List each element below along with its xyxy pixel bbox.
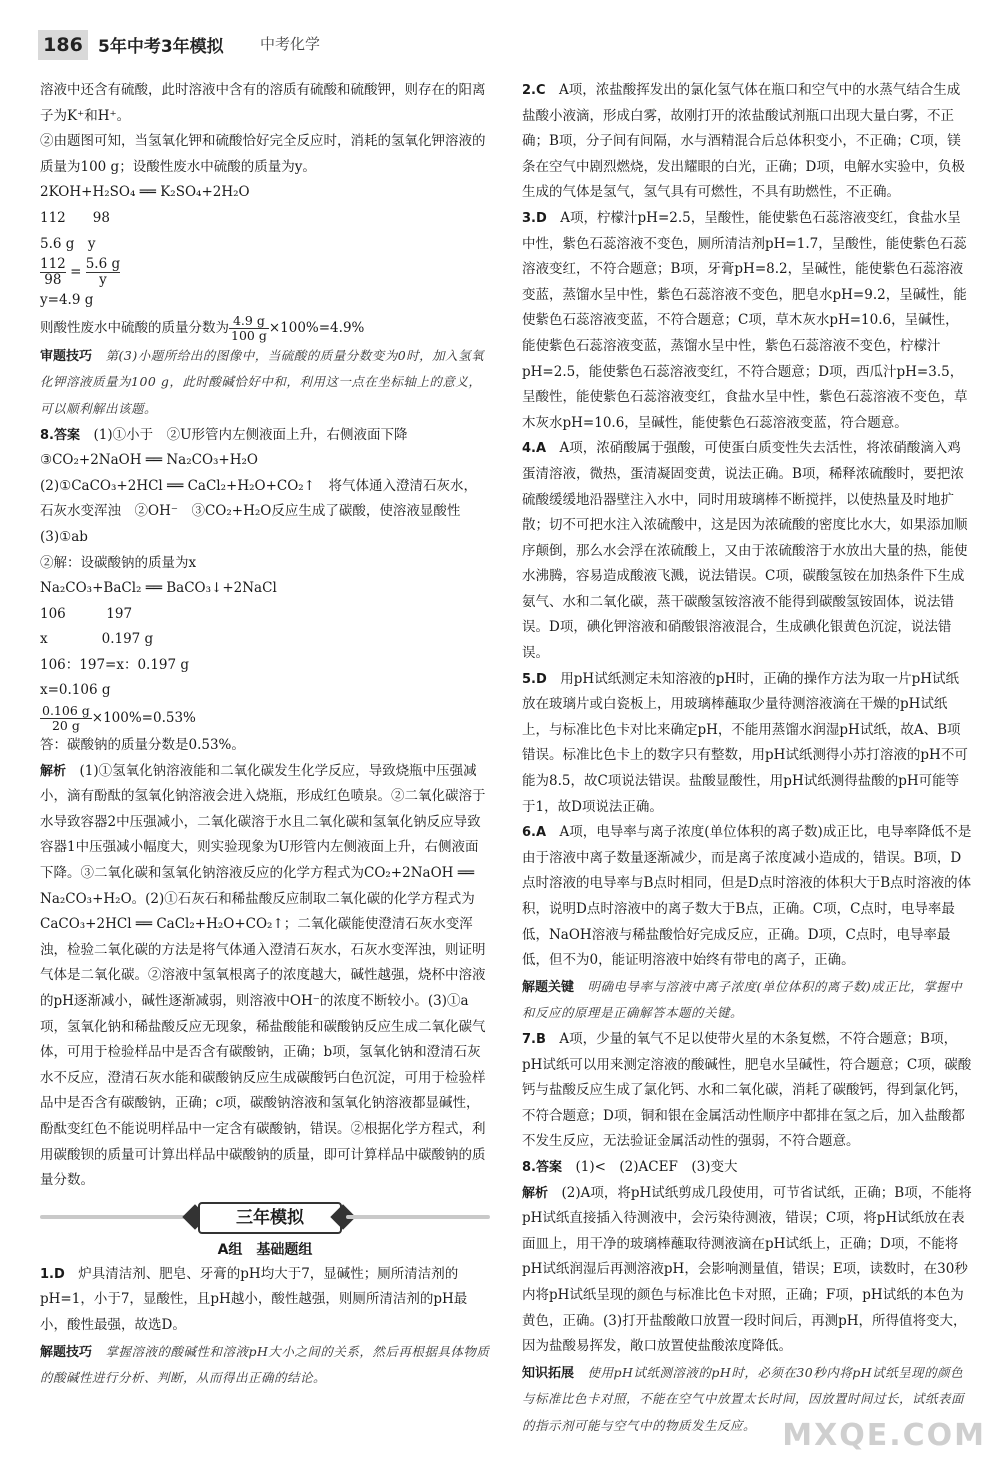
question-block: 7.B A项，少量的氧气不足以使带火星的木条复燃，不符合题意；B项，pH试纸可以用来测定溶液的酸碱性，肥皂水呈碱性，符合题意；C项，碳酸钙与盐酸反应生成了氯化钙、水和二氧化碳，消耗了碳酸钙，得到氯化钙，不符合题意；D项，铜和银在金属活动性顺序中都排在氢之后，加入盐酸都不发生反应，无法验证金属活动性的强弱，不符合题意。 <box>522 1030 972 1150</box>
fraction: $\frac{5.6 g}{y}$ <box>85 256 121 289</box>
question-block: 6.A A项，电导率与离子浓度(单位体积的离子数)成正比，电导率降低不是由于溶液中离子数量逐渐减少，而是离子浓度减小造成的，错误。B项，D点时溶液的电导率与B点时相同，但是D点时溶液的体积大于B点时溶液的体积，说明D点时溶液中的离子数大于B点，正确。C项，C点时，电导率最低，NaOH溶液与稀盐酸恰好完成反应，正确。D项，C点时，电导率最低，但不为0，能证明溶液中始终有带电的离子，正确。 <box>522 824 972 969</box>
group-title: A组 基础题组 <box>217 1241 313 1258</box>
banner-rule <box>40 1215 190 1219</box>
text-line: ②由题图可知，当氢氧化钾和硫酸恰好完全反应时，消耗的氢氧化钾溶液的质量为100 g；设酸性废水中硫酸的质量为y。 <box>40 133 486 175</box>
subject-label: 中考化学 <box>260 35 321 53</box>
fraction: $\frac{4.9 g}{100 g}$ <box>231 312 267 343</box>
tip-block: 解题技巧 掌握溶液的酸碱性和溶液pH大小之间的关系，然后再根据具体物质的酸碱性进行分析、判断，从而得出正确的结论。 <box>40 1343 490 1386</box>
analysis-block: 解析 (2)A项，将pH试纸剪成几段使用，可节省试纸，正确；B项，不能将pH试纸直接插入待测液中，会污染待测液，错误；C项，将pH试纸放在表面皿上，用干净的玻璃棒蘸取待测液滴在pH试纸上，正确；D项，不能将pH试纸润湿后再测溶液pH，会影响测量值，错误；E项，读数时，在30秒内将pH试纸呈现的颜色与标准比色卡对照，正确；F项，pH试纸的本色为黄色，正确。(3)打开盐酸敞口放置一段时间后，再测pH，所得值将变大，因为盐酸易挥发，敞口放置使盐酸浓度降低。 <box>522 1184 972 1355</box>
page-header <box>38 30 968 64</box>
answer-line: 答：碳酸钠的质量分数是0.53%。 <box>40 737 245 754</box>
text-line: ③CO₂+2NaOH ══ Na₂CO₃+H₂O <box>40 452 258 469</box>
mass-line: 106 197 <box>40 605 133 622</box>
question-label: 1.D <box>40 1266 65 1282</box>
mass-line: 112 98 <box>40 209 110 226</box>
question-label: 4.A <box>522 441 547 457</box>
text-line: (3)①ab <box>40 528 88 545</box>
tip-text: 第(3)小题所给出的图像中，当硫酸的质量分数变为0时，加入氢氧化钾溶液质量为100 g，此时酸碱恰好中和，利用这一点在坐标轴上的意义，可以顺利解出该题。 <box>40 347 485 416</box>
result-line: y=4.9 g <box>40 292 94 309</box>
concentration-line: 则酸性废水中硫酸的质量分数为 $\frac{4.9 g}{100 g}$ ×100%=4.9% <box>40 312 365 343</box>
tip-label: 审题技巧 <box>40 348 93 364</box>
tip-label: 解题技巧 <box>40 1344 93 1360</box>
watermark-logo: MXQE.COM <box>782 1418 986 1453</box>
fraction: $\frac{112}{98}$ <box>40 256 66 289</box>
answer-label: 8.答案 <box>40 427 80 443</box>
answer-block: 8.答案 (1)①小于 ②U形管内左侧液面上升，右侧液面下降 <box>40 426 408 443</box>
analysis-label: 解析 <box>40 763 67 779</box>
mass-line: 5.6 g y <box>40 235 96 252</box>
question-block: 2.C A项，浓盐酸挥发出的氯化氢气体在瓶口和空气中的水蒸气结合生成盐酸小液滴，形成白雾，故刚打开的浓盐酸试剂瓶口出现大量白雾，不正确；B项，分子间有间隔，水与酒精混合后总体积变小，不正确；C项，镁条在空气中剧烈燃烧，发出耀眼的白光，正确；D项，电解水实验中，负极生成的气体是氢气，氢气具有可燃性，不具有助燃性，不正确。 <box>522 82 965 201</box>
page-number: 186 <box>38 30 88 60</box>
question-label: 6.A <box>522 825 547 841</box>
question-block: 5.D 用pH试纸测定未知溶液的pH时，正确的操作方法为取一片pH试纸放在玻璃片或白瓷板上，用玻璃棒蘸取少量待测溶液滴在干燥的pH试纸上，与标准比色卡对比来确定pH，不能用蒸馏水润湿pH试纸，故A、B项错误。标准比色卡上的数字只有整数，用pH试纸测得小苏打溶液的pH不可能为8.5，故C项说法错误。盐酸显酸性，用pH试纸测得盐酸的pH可能等于1，故D项说法正确。 <box>522 670 968 815</box>
question-label: 7.B <box>522 1031 546 1047</box>
section-title: 三年模拟 <box>198 1202 342 1234</box>
text-line: 溶液中还含有硫酸，此时溶液中含有的溶质有硫酸和硫酸钾，则存在的阳离子为K⁺和H⁺。 <box>40 82 486 124</box>
fraction: $\frac{0.106 g}{20 g}$ <box>42 703 90 734</box>
equation: 2KOH+H₂SO₄ ══ K₂SO₄+2H₂O <box>40 184 250 201</box>
question-label: 5.D <box>522 671 547 687</box>
text-line: ②解：设碳酸钠的质量为x <box>40 554 197 571</box>
ratio-line: $\frac{112}{98}$ = $\frac{5.6 g}{y}$ <box>40 256 121 289</box>
question-block: 4.A A项，浓硝酸属于强酸，可使蛋白质变性失去活性，将浓硝酸滴入鸡蛋清溶液，微热，蛋清凝固变黄，说法正确。B项，稀释浓硫酸时，要把浓硫酸缓缓地沿器壁注入水中，同时用玻璃棒不断搅拌，以使热量及时地扩散；切不可把水注入浓硫酸中，这是因为浓硫酸的密度比水大，如果添加顺序颠倒，那么水会浮在浓硫酸上，又由于浓硫酸溶于水放出大量的热，能使水沸腾，容易造成酸液飞溅，说法错误。C项，碳酸氢铵在加热条件下生成氨气、水和二氧化碳，蒸干碳酸氢铵溶液不能得到碳酸氢铵固体，说法错误。D项，碘化钾溶液和硝酸银溶液混合，生成碘化银黄色沉淀，说法错误。 <box>522 440 968 662</box>
question-block: 1.D 炉具清洁剂、肥皂、牙膏的pH均大于7，显碱性；厕所清洁剂的pH=1，小于7，显酸性，且pH越小，酸性越强，则厕所清洁剂的pH最小，酸性最强，故选D。 <box>40 1265 468 1333</box>
question-label: 2.C <box>522 83 546 98</box>
text-line: (2)①CaCO₃+2HCl ══ CaCl₂+H₂O+CO₂↑ 将气体通入澄清石灰水，石灰水变浑浊 ②OH⁻ ③CO₂+H₂O反应生成了碳酸，使溶液显酸性 <box>40 477 478 520</box>
mass-line: x 0.197 g <box>40 631 154 648</box>
question-label: 3.D <box>522 210 547 226</box>
answer-label: 8.答案 <box>522 1159 562 1175</box>
tip-block <box>40 343 490 423</box>
analysis-block: 解析 (1)①氢氧化钠溶液能和二氧化碳发生化学反应，导致烧瓶中压强减小，滴有酚酞的氢氧化钠溶液会进入烧瓶，形成红色喷泉。②二氧化碳溶于水导致容器2中压强减小，二氧化碳溶于水且二氧化碳和氢氧化钠反应导致容器1中压强减小幅度大，则实验现象为U形管内左侧液面上升，右侧液面下降。③二氧化碳和氢氧化钠溶液反应的化学方程式为CO₂+2NaOH ══ Na₂CO₃+H₂O。(2)①石灰石和稀盐酸反应制取二氧化碳的化学方程式为CaCO₃+2HCl ══ CaCl₂+H₂O+CO₂↑；二氧化碳能使澄清石灰水变浑浊，检验二氧化碳的方法是将气体通入澄清石灰水，石灰水变浑浊，则证明气体是二氧化碳。②溶液中氢氧根离子的浓度越大，碱性越强，烧杯中溶液的pH逐渐减小，碱性逐渐减弱，则溶液中OH⁻的浓度不断较小。(3)①a项，氢氧化钠和稀盐酸反应无现象，稀盐酸能和碳酸钠反应生成二氧化碳气体，可用于检验样品中是否含有碳酸钠，正确；b项，氢氧化钠和澄清石灰水不反应，澄清石灰水能和碳酸钠反应生成碳酸钙白色沉淀，可用于检验样品中是否含有碳酸钠，正确；c项，碳酸钠溶液和氢氧化钠溶液都显碱性，酚酞变红色不能说明样品中一定含有碳酸钠，错误。②根据化学方程式，利用碳酸钡的质量可计算出样品中碳酸钠的质量，即可计算样品中碳酸钠的质量分数。 <box>40 762 486 1189</box>
question-block: 3.D A项，柠檬汁pH=2.5，呈酸性，能使紫色石蕊溶液变红，食盐水呈中性，紫色石蕊溶液不变色，厕所清洁剂pH=1.7，呈酸性，能使紫色石蕊溶液变红，不符合题意；B项，牙膏pH=8.2，呈碱性，能使紫色石蕊溶液变蓝，蒸馏水呈中性，紫色石蕊溶液不变色，肥皂水pH=9.2，呈碱性，能使紫色石蕊溶液变蓝，不符合题意；C项，草木灰水pH=10.6，呈碱性，能使紫色石蕊溶液变蓝，蒸馏水呈中性，紫色石蕊溶液不变色，柠檬汁pH=2.5，能使紫色石蕊溶液变红，不符合题意；D项，西瓜汁pH=3.5，呈酸性，能使紫色石蕊溶液变红，食盐水呈中性，紫色石蕊溶液不变色，草木灰水pH=10.6，呈碱性，能使紫色石蕊溶液变蓝，符合题意。 <box>522 209 968 431</box>
section-banner <box>40 1200 490 1234</box>
result-line: x=0.106 g <box>40 682 111 699</box>
tip-block: 知识拓展 使用pH试纸测溶液的pH时，必须在30秒内将pH试纸呈现的颜色与标准比色卡对照，不能在空气中放置太长时间，因放置时间过长，试纸表面的指示剂可能与空气中的物质发生反应。 <box>522 1364 965 1433</box>
equation: Na₂CO₃+BaCl₂ ══ BaCO₃↓+2NaCl <box>40 580 277 597</box>
analysis-label: 解析 <box>522 1185 549 1201</box>
book-title: 5年中考3年模拟 <box>98 37 224 57</box>
answer-block: 8.答案 (1)< (2)ACEF (3)变大 <box>522 1158 738 1175</box>
tip-block: 解题关键 明确电导率与溶液中离子浓度(单位体积的离子数)成正比，掌握中和反应的原理是正确解答本题的关键。 <box>522 978 963 1021</box>
banner-rule <box>346 1215 490 1219</box>
ratio-line: 106：197=x：0.197 g <box>40 656 190 673</box>
tip-label: 解题关键 <box>522 979 575 995</box>
tip-label: 知识拓展 <box>522 1365 575 1381</box>
right-column <box>522 78 972 1439</box>
percent-line: $\frac{0.106 g}{20 g}$ ×100%=0.53% <box>42 703 196 734</box>
left-column <box>40 78 490 1392</box>
